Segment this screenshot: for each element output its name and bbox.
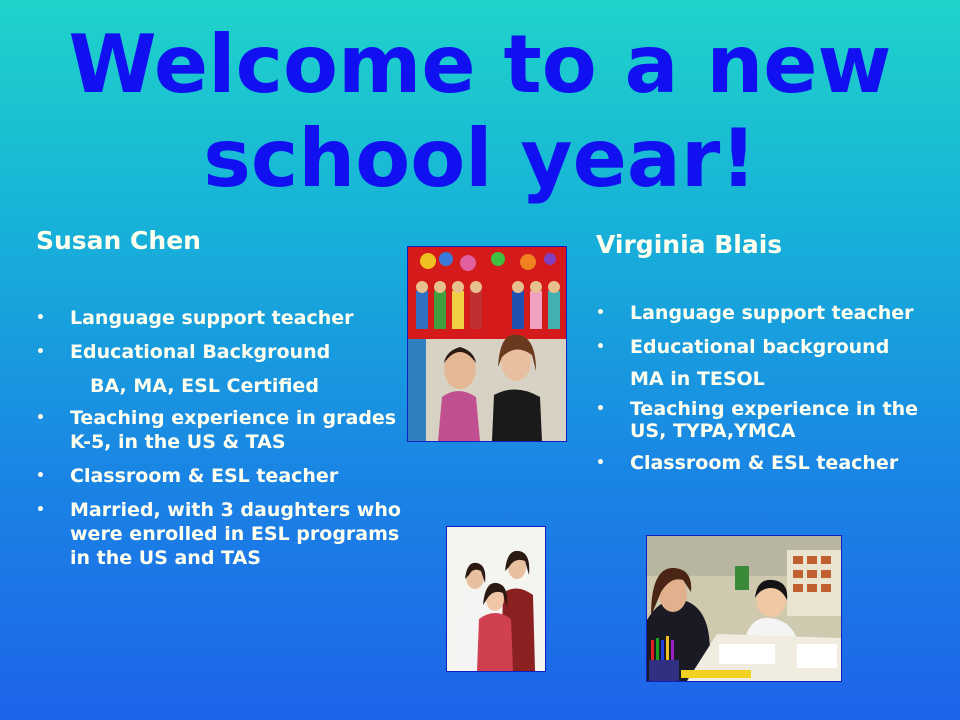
slide-title: [0, 18, 960, 206]
list-item: • Teaching experience in grades K-5, in the US & TAS: [36, 407, 397, 453]
classroom-photo-image: [647, 536, 841, 681]
list-item: • Classroom & ESL teacher: [36, 465, 339, 487]
list-item: • Language support teacher: [36, 307, 354, 329]
right-bio-list: [594, 302, 954, 474]
list-subitem: MA in TESOL: [630, 368, 765, 390]
classroom-photo: [646, 535, 842, 682]
title-line-1: Welcome to a new: [68, 18, 892, 111]
daughters-photo: [446, 526, 546, 672]
list-item: • Educational background: [596, 336, 890, 358]
teachers-photo-image: [408, 247, 566, 441]
list-item: • Educational Background: [36, 341, 331, 363]
teachers-photo: [407, 246, 567, 442]
list-subitem: BA, MA, ESL Certified: [90, 375, 319, 397]
right-teacher-name: Virginia Blais: [596, 230, 783, 259]
left-bio-list: [34, 306, 404, 570]
list-item: • Teaching experience in the US, TYPA,YMCA: [596, 398, 919, 442]
left-teacher-name: Susan Chen: [36, 226, 201, 255]
list-item: • Language support teacher: [596, 302, 914, 324]
list-item: • Classroom & ESL teacher: [596, 452, 899, 474]
list-item: • Married, with 3 daughters who were enrolled in ESL programs in the US and TAS: [36, 499, 401, 569]
daughters-photo-image: [447, 527, 545, 671]
title-line-2: school year!: [203, 112, 757, 205]
